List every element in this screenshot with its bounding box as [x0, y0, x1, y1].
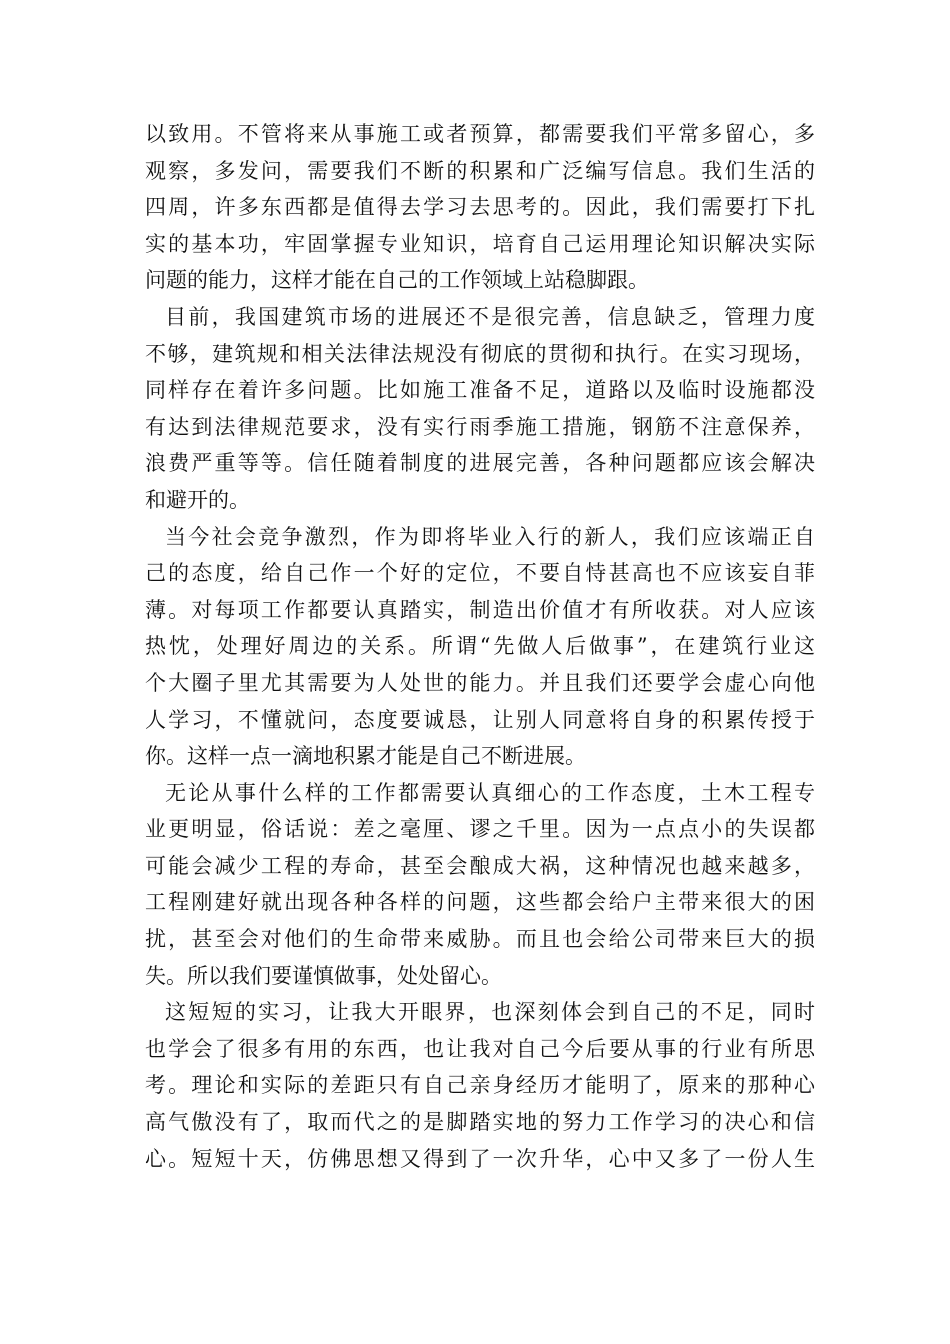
text-line: 人学习，不懂就问，态度要诚恳，让别人同意将自身的积累传授于 [145, 707, 815, 732]
text-line: 个大圈子里尤其需要为人处世的能力。并且我们还要学会虚心向他 [145, 670, 815, 695]
text-line: 己的态度，给自己作一个好的定位，不要自恃甚高也不应该妄自菲 [145, 561, 815, 586]
text-line: 有达到法律规范要求，没有实行雨季施工措施，钢筋不注意保养， [145, 414, 815, 439]
text-line: 无论从事什么样的工作都需要认真细心的工作态度，土木工程专 [165, 780, 815, 805]
text-line: 工程刚建好就出现各种各样的问题，这些都会给户主带来很大的困 [145, 890, 815, 915]
text-line: 你。这样一点一滴地积累才能是自己不断进展。 [145, 744, 586, 769]
text-line: 四周，许多东西都是值得去学习去思考的。因此，我们需要打下扎 [145, 195, 815, 220]
text-line: 失。所以我们要谨慎做事，处处留心。 [145, 963, 502, 988]
text-line: 同样存在着许多问题。比如施工准备不足，道路以及临时设施都没 [145, 378, 815, 403]
text-line: 薄。对每项工作都要认真踏实，制造出价值才有所收获。对人应该 [145, 597, 815, 622]
text-line: 业更明显，俗话说：差之毫厘、谬之千里。因为一点点小的失误都 [145, 817, 815, 842]
body-text [145, 116, 815, 1177]
text-line: 心。短短十天，仿佛思想又得到了一次升华，心中又多了一份人生 [145, 1146, 815, 1171]
text-line: 目前，我国建筑市场的进展还不是很完善，信息缺乏，管理力度 [165, 304, 815, 329]
text-line: 扰，甚至会对他们的生命带来威胁。而且也会给公司带来巨大的损 [145, 927, 815, 952]
text-line: 浪费严重等等。信任随着制度的进展完善，各种问题都应该会解决 [145, 451, 815, 476]
text-line: 可能会减少工程的寿命，甚至会酿成大祸，这种情况也越来越多， [145, 853, 815, 878]
text-line: 观察，多发问，需要我们不断的积累和广泛编写信息。我们生活的 [145, 158, 815, 183]
text-line: 高气傲没有了，取而代之的是脚踏实地的努力工作学习的决心和信 [145, 1110, 815, 1135]
text-line: 不够，建筑规和相关法律法规没有彻底的贯彻和执行。在实习现场， [145, 341, 815, 366]
text-line: 也学会了很多有用的东西，也让我对自己今后要从事的行业有所思 [145, 1036, 815, 1061]
text-line: 以致用。不管将来从事施工或者预算，都需要我们平常多留心，多 [145, 122, 815, 146]
text-line: 问题的能力，这样才能在自己的工作领域上站稳脚跟。 [145, 268, 649, 293]
text-line: 当今社会竞争激烈，作为即将毕业入行的新人，我们应该端正自 [165, 524, 815, 549]
text-line: 这短短的实习，让我大开眼界，也深刻体会到自己的不足，同时 [165, 1000, 815, 1025]
text-line: 和避开的。 [145, 487, 250, 512]
text-line: 实的基本功，牢固掌握专业知识，培育自己运用理论知识解决实际 [145, 231, 815, 256]
text-line: 考。理论和实际的差距只有自己亲身经历才能明了，原来的那种心 [145, 1073, 815, 1098]
text-line: 热忱，处理好周边的关系。所谓“先做人后做事”，在建筑行业这 [145, 634, 815, 659]
